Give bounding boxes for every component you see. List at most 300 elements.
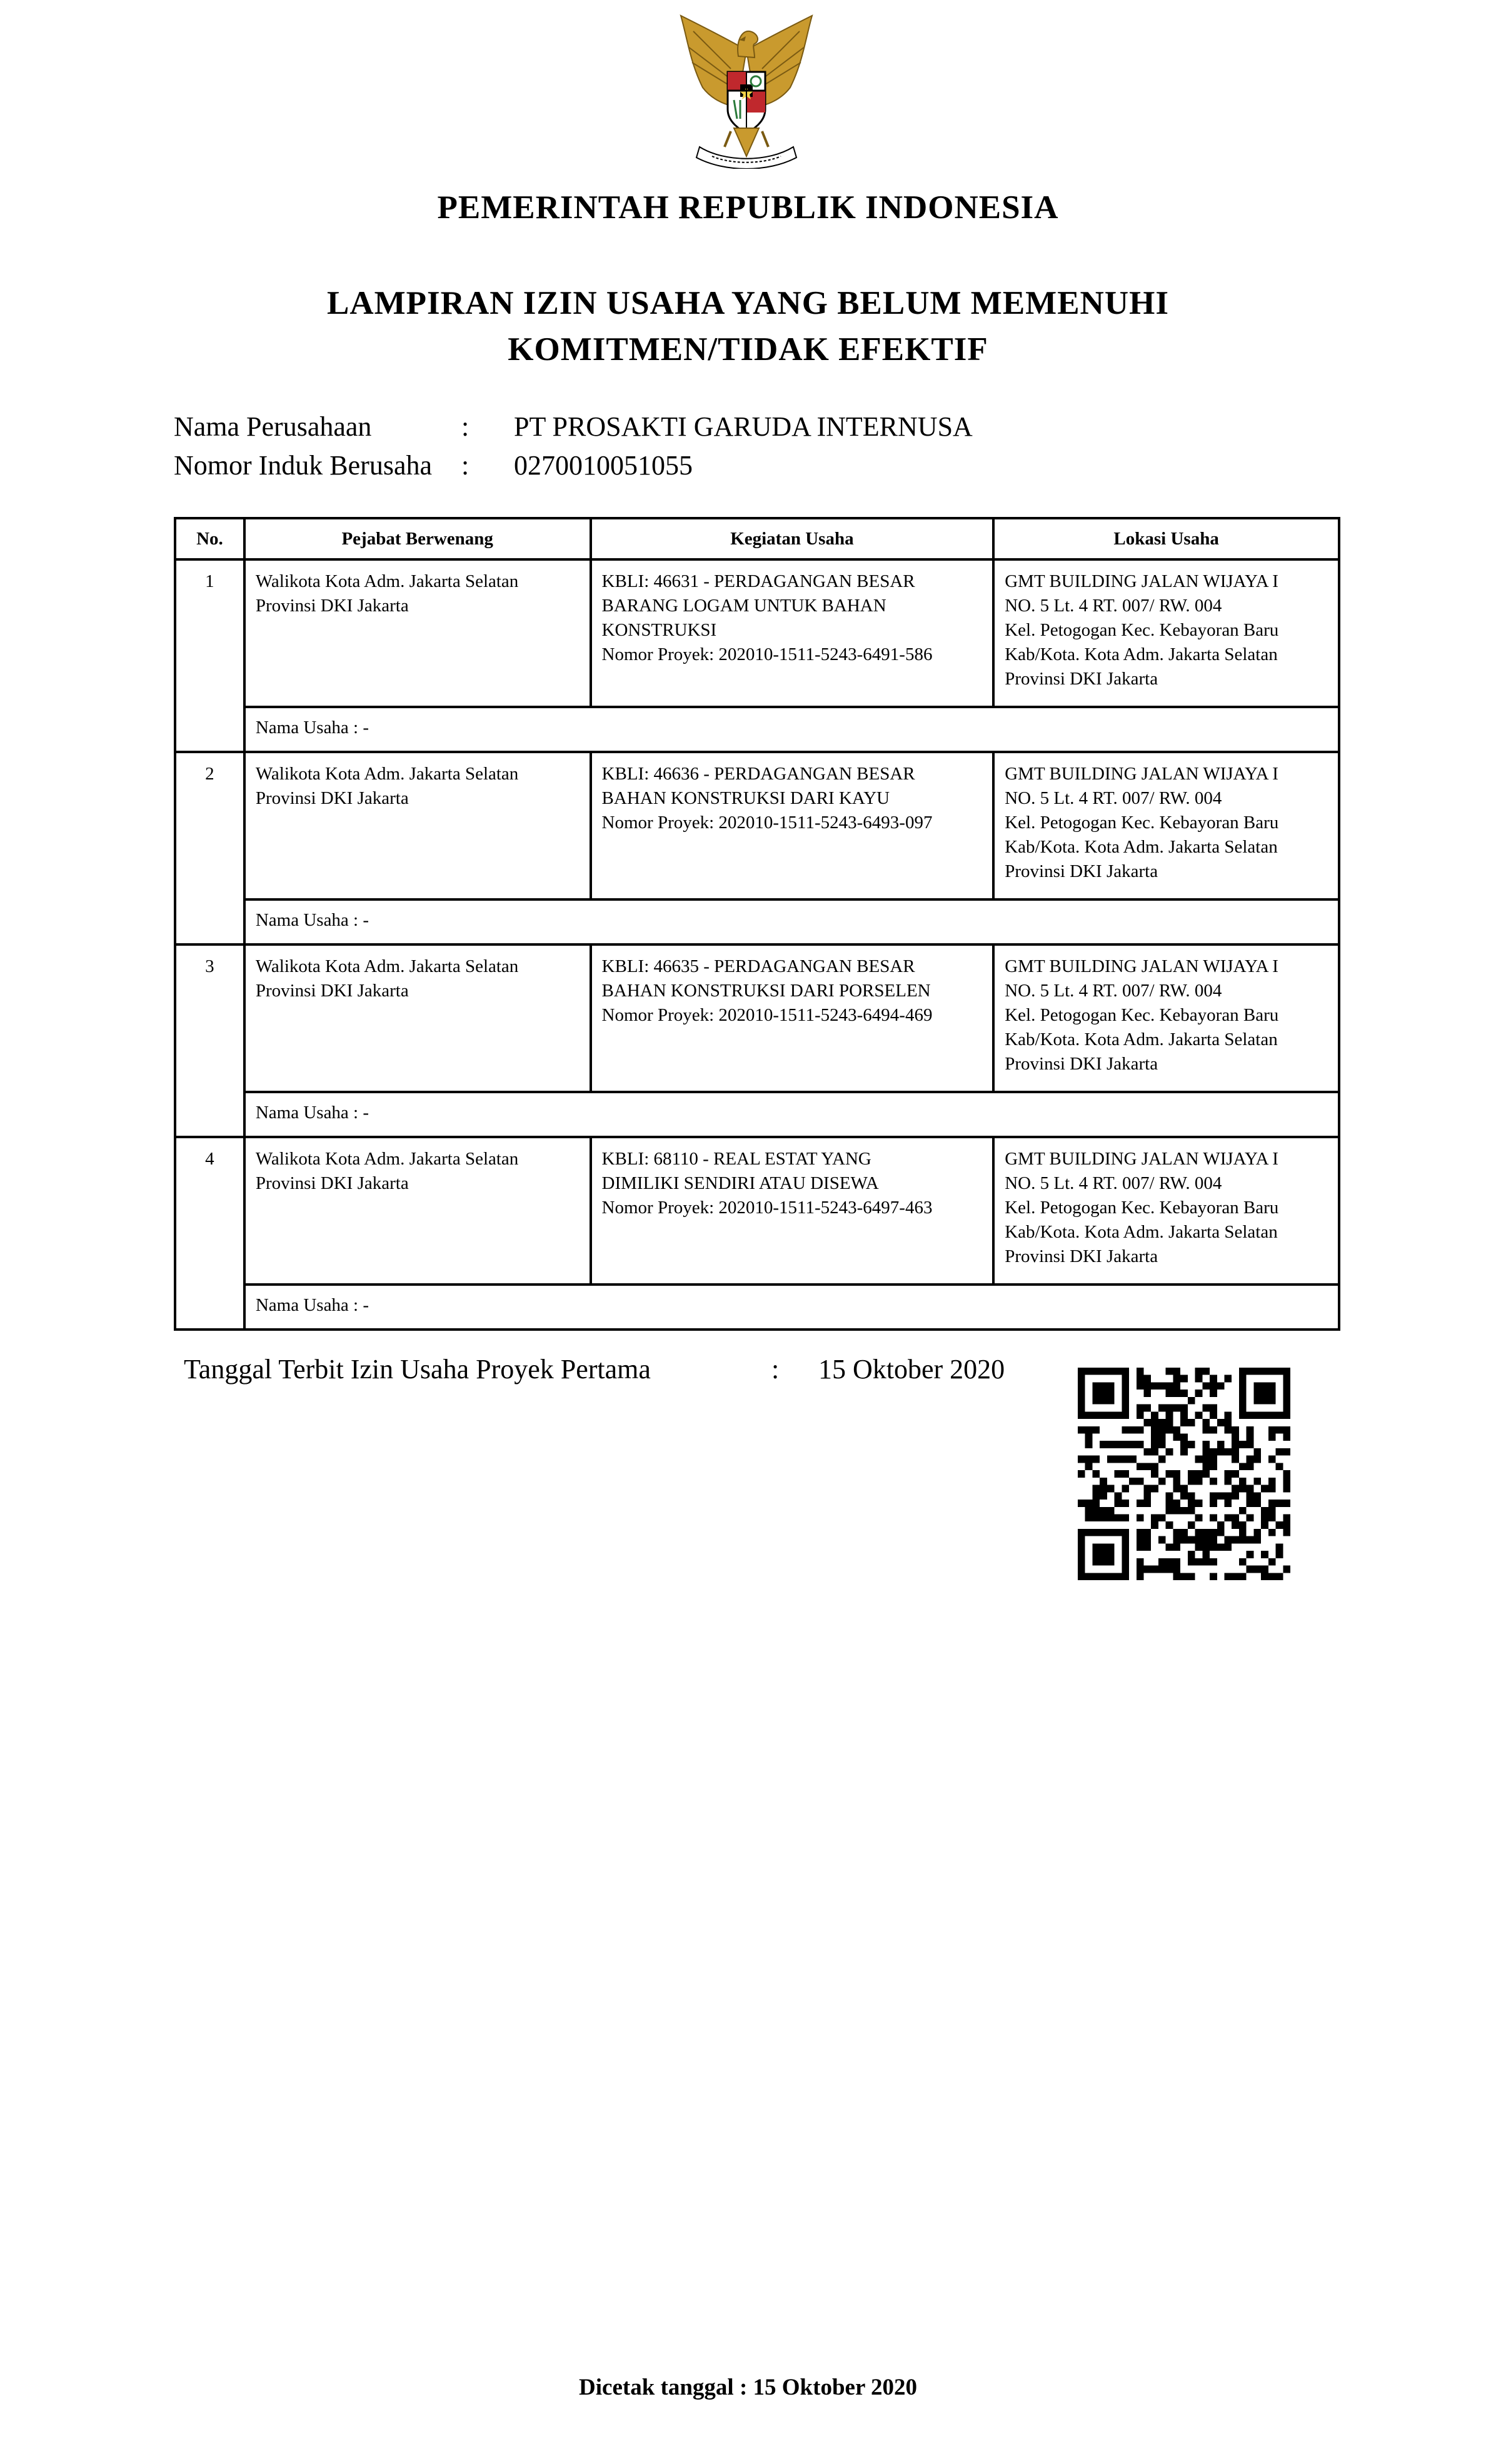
qr-module xyxy=(1100,1397,1107,1405)
qr-module xyxy=(1137,1441,1144,1448)
qr-module xyxy=(1276,1543,1283,1551)
qr-module xyxy=(1166,1419,1173,1426)
issue-date-value: 15 Oktober 2020 xyxy=(818,1354,1005,1385)
qr-module xyxy=(1261,1368,1268,1375)
qr-module xyxy=(1232,1456,1239,1463)
qr-module xyxy=(1092,1485,1100,1493)
pejabat-cell: Walikota Kota Adm. Jakarta Selatan Provinsi DKI Jakarta xyxy=(244,752,591,899)
qr-module xyxy=(1276,1551,1283,1558)
qr-module xyxy=(1158,1405,1166,1412)
nama-usaha-cell: Nama Usaha : - xyxy=(244,1285,1339,1330)
qr-module xyxy=(1210,1382,1217,1390)
qr-module xyxy=(1276,1500,1283,1507)
qr-module xyxy=(1239,1375,1247,1383)
qr-module xyxy=(1137,1405,1144,1412)
qr-module xyxy=(1078,1390,1085,1397)
qr-module xyxy=(1100,1492,1107,1500)
nama-usaha-row xyxy=(175,1092,1339,1137)
qr-module xyxy=(1137,1375,1144,1383)
qr-module xyxy=(1283,1529,1290,1536)
qr-module xyxy=(1144,1463,1152,1470)
qr-module xyxy=(1180,1375,1188,1383)
qr-module xyxy=(1144,1375,1152,1383)
qr-module xyxy=(1173,1368,1180,1375)
pejabat-cell: Walikota Kota Adm. Jakarta Selatan Provinsi DKI Jakarta xyxy=(244,1137,591,1285)
header-kegiatan: Kegiatan Usaha xyxy=(591,518,994,559)
qr-module xyxy=(1283,1514,1290,1521)
qr-module xyxy=(1166,1382,1173,1390)
qr-module xyxy=(1268,1390,1276,1397)
qr-module xyxy=(1202,1463,1210,1470)
qr-module xyxy=(1232,1492,1239,1500)
qr-module xyxy=(1276,1463,1283,1470)
qr-module xyxy=(1144,1492,1152,1500)
qr-module xyxy=(1107,1397,1115,1405)
qr-module xyxy=(1283,1470,1290,1478)
qr-module xyxy=(1100,1441,1107,1448)
qr-module xyxy=(1268,1485,1276,1493)
qr-module xyxy=(1253,1390,1261,1397)
qr-module xyxy=(1195,1514,1203,1521)
qr-module xyxy=(1122,1405,1129,1412)
qr-module xyxy=(1092,1558,1100,1566)
qr-module xyxy=(1144,1500,1152,1507)
qr-module xyxy=(1188,1478,1195,1485)
table-row xyxy=(175,559,1339,707)
qr-module xyxy=(1166,1448,1173,1456)
qr-module xyxy=(1129,1478,1137,1485)
qr-module xyxy=(1210,1573,1217,1580)
qr-module xyxy=(1078,1500,1085,1507)
qr-module xyxy=(1283,1426,1290,1434)
qr-module xyxy=(1224,1500,1232,1507)
qr-module xyxy=(1247,1368,1254,1375)
qr-module xyxy=(1137,1558,1144,1566)
qr-module xyxy=(1239,1536,1247,1544)
qr-module xyxy=(1078,1536,1085,1544)
qr-module xyxy=(1276,1521,1283,1529)
qr-module xyxy=(1107,1543,1115,1551)
qr-module xyxy=(1253,1478,1261,1485)
qr-module xyxy=(1166,1405,1173,1412)
qr-module xyxy=(1151,1566,1158,1573)
qr-module xyxy=(1129,1441,1137,1448)
qr-module xyxy=(1202,1368,1210,1375)
qr-module xyxy=(1276,1573,1283,1580)
qr-module xyxy=(1180,1419,1188,1426)
qr-module xyxy=(1224,1411,1232,1419)
qr-module xyxy=(1261,1382,1268,1390)
qr-module xyxy=(1247,1492,1254,1500)
qr-module xyxy=(1151,1426,1158,1434)
qr-module xyxy=(1173,1375,1180,1383)
qr-module xyxy=(1202,1551,1210,1558)
qr-module xyxy=(1210,1456,1217,1463)
qr-module xyxy=(1158,1514,1166,1521)
qr-module xyxy=(1202,1558,1210,1566)
qr-module xyxy=(1115,1411,1122,1419)
qr-module xyxy=(1158,1456,1166,1463)
qr-module xyxy=(1195,1543,1203,1551)
qr-module xyxy=(1239,1507,1247,1515)
qr-module xyxy=(1253,1492,1261,1500)
qr-module xyxy=(1158,1382,1166,1390)
qr-module xyxy=(1202,1448,1210,1456)
qr-module xyxy=(1253,1566,1261,1573)
qr-module xyxy=(1129,1456,1137,1463)
qr-module xyxy=(1268,1426,1276,1434)
qr-module xyxy=(1144,1419,1152,1426)
qr-module xyxy=(1247,1536,1254,1544)
qr-module xyxy=(1232,1521,1239,1529)
qr-module xyxy=(1253,1500,1261,1507)
qr-module xyxy=(1137,1463,1144,1470)
qr-module xyxy=(1122,1573,1129,1580)
qr-module xyxy=(1217,1419,1225,1426)
document-title-line-2: KOMITMEN/TIDAK EFEKTIF xyxy=(508,331,988,368)
qr-module xyxy=(1100,1382,1107,1390)
qr-module xyxy=(1283,1478,1290,1485)
qr-module xyxy=(1239,1573,1247,1580)
qr-module xyxy=(1078,1566,1085,1573)
qr-module xyxy=(1078,1397,1085,1405)
qr-module xyxy=(1283,1405,1290,1412)
qr-module xyxy=(1188,1521,1195,1529)
qr-module xyxy=(1158,1558,1166,1566)
qr-module xyxy=(1173,1434,1180,1441)
qr-module xyxy=(1122,1566,1129,1573)
qr-module xyxy=(1137,1536,1144,1544)
qr-module xyxy=(1224,1573,1232,1580)
qr-module xyxy=(1195,1390,1203,1397)
qr-module xyxy=(1166,1543,1173,1551)
qr-module xyxy=(1283,1368,1290,1375)
qr-module xyxy=(1137,1500,1144,1507)
qr-module xyxy=(1210,1426,1217,1434)
qr-module xyxy=(1261,1411,1268,1419)
qr-module xyxy=(1107,1441,1115,1448)
qr-module xyxy=(1107,1485,1115,1493)
qr-module xyxy=(1283,1448,1290,1456)
qr-module xyxy=(1158,1536,1166,1544)
qr-module xyxy=(1283,1485,1290,1493)
qr-module xyxy=(1210,1529,1217,1536)
qr-module xyxy=(1115,1514,1122,1521)
qr-module xyxy=(1239,1368,1247,1375)
qr-module xyxy=(1253,1536,1261,1544)
qr-module xyxy=(1239,1382,1247,1390)
qr-module xyxy=(1268,1500,1276,1507)
qr-module xyxy=(1232,1448,1239,1456)
qr-module xyxy=(1151,1485,1158,1493)
qr-module xyxy=(1122,1536,1129,1544)
qr-module xyxy=(1268,1514,1276,1521)
qr-module xyxy=(1107,1514,1115,1521)
qr-module xyxy=(1188,1500,1195,1507)
qr-module xyxy=(1173,1543,1180,1551)
qr-module xyxy=(1085,1500,1093,1507)
company-info xyxy=(174,408,973,485)
qr-module xyxy=(1092,1500,1100,1507)
qr-module xyxy=(1253,1529,1261,1536)
qr-module xyxy=(1100,1551,1107,1558)
qr-module xyxy=(1166,1411,1173,1419)
qr-module xyxy=(1261,1390,1268,1397)
qr-module xyxy=(1078,1411,1085,1419)
qr-module xyxy=(1144,1543,1152,1551)
qr-module xyxy=(1224,1375,1232,1383)
qr-module xyxy=(1100,1543,1107,1551)
qr-module xyxy=(1078,1382,1085,1390)
qr-module xyxy=(1173,1558,1180,1566)
qr-module xyxy=(1232,1573,1239,1580)
qr-module xyxy=(1100,1529,1107,1536)
qr-module xyxy=(1268,1529,1276,1536)
qr-module xyxy=(1224,1426,1232,1434)
qr-module xyxy=(1151,1448,1158,1456)
qr-module xyxy=(1166,1492,1173,1500)
kegiatan-cell: KBLI: 46635 - PERDAGANGAN BESAR BAHAN KONSTRUKSI DARI PORSELEN Nomor Proyek: 202010-1511-5243-6494-469 xyxy=(591,944,994,1092)
qr-module xyxy=(1239,1558,1247,1566)
qr-module xyxy=(1107,1558,1115,1566)
qr-module xyxy=(1122,1368,1129,1375)
qr-module xyxy=(1180,1411,1188,1419)
qr-module xyxy=(1166,1566,1173,1573)
qr-module xyxy=(1166,1521,1173,1529)
qr-module xyxy=(1224,1448,1232,1456)
qr-module xyxy=(1180,1573,1188,1580)
qr-module xyxy=(1283,1521,1290,1529)
qr-module xyxy=(1210,1514,1217,1521)
qr-module xyxy=(1188,1573,1195,1580)
qr-module xyxy=(1247,1411,1254,1419)
qr-module xyxy=(1092,1411,1100,1419)
qr-module xyxy=(1078,1551,1085,1558)
nama-usaha-row xyxy=(175,1285,1339,1330)
qr-module xyxy=(1144,1448,1152,1456)
header-pejabat: Pejabat Berwenang xyxy=(244,518,591,559)
qr-module xyxy=(1092,1573,1100,1580)
nib-row xyxy=(174,446,973,485)
qr-module xyxy=(1144,1390,1152,1397)
qr-module xyxy=(1202,1456,1210,1463)
qr-code-icon xyxy=(1078,1368,1290,1580)
qr-module xyxy=(1239,1485,1247,1493)
qr-module xyxy=(1247,1514,1254,1521)
qr-module xyxy=(1092,1551,1100,1558)
qr-module xyxy=(1268,1456,1276,1463)
qr-module xyxy=(1115,1441,1122,1448)
qr-module xyxy=(1232,1536,1239,1544)
qr-module xyxy=(1085,1507,1093,1515)
qr-module xyxy=(1144,1566,1152,1573)
qr-module xyxy=(1239,1529,1247,1536)
qr-module xyxy=(1239,1463,1247,1470)
qr-module xyxy=(1078,1426,1085,1434)
qr-module xyxy=(1107,1390,1115,1397)
qr-module xyxy=(1232,1426,1239,1434)
issue-date-colon: : xyxy=(771,1354,780,1385)
qr-module xyxy=(1078,1405,1085,1412)
qr-module xyxy=(1188,1551,1195,1558)
qr-module xyxy=(1202,1426,1210,1434)
qr-module xyxy=(1180,1448,1188,1456)
qr-module xyxy=(1232,1514,1239,1521)
qr-module xyxy=(1092,1529,1100,1536)
qr-module xyxy=(1166,1507,1173,1515)
qr-module xyxy=(1085,1411,1093,1419)
qr-module xyxy=(1268,1382,1276,1390)
qr-module xyxy=(1166,1558,1173,1566)
qr-module xyxy=(1253,1382,1261,1390)
qr-module xyxy=(1188,1492,1195,1500)
nib-colon: : xyxy=(461,450,469,481)
qr-module xyxy=(1232,1470,1239,1478)
qr-module xyxy=(1210,1375,1217,1383)
qr-module xyxy=(1151,1521,1158,1529)
qr-module xyxy=(1202,1470,1210,1478)
qr-module xyxy=(1210,1500,1217,1507)
qr-module xyxy=(1144,1529,1152,1536)
qr-module xyxy=(1151,1382,1158,1390)
qr-module xyxy=(1122,1543,1129,1551)
nib-label: Nomor Induk Berusaha xyxy=(174,450,433,481)
qr-module xyxy=(1122,1382,1129,1390)
qr-module xyxy=(1100,1411,1107,1419)
qr-module xyxy=(1195,1456,1203,1463)
qr-module xyxy=(1247,1463,1254,1470)
qr-module xyxy=(1195,1529,1203,1536)
qr-module xyxy=(1188,1397,1195,1405)
qr-module xyxy=(1085,1426,1093,1434)
qr-module xyxy=(1092,1514,1100,1521)
qr-module xyxy=(1202,1419,1210,1426)
table-row xyxy=(175,944,1339,1092)
company-name-label: Nama Perusahaan xyxy=(174,411,372,442)
qr-module xyxy=(1239,1478,1247,1485)
qr-module xyxy=(1239,1397,1247,1405)
qr-module xyxy=(1151,1463,1158,1470)
qr-module xyxy=(1210,1492,1217,1500)
qr-module xyxy=(1247,1551,1254,1558)
qr-module xyxy=(1180,1390,1188,1397)
qr-module xyxy=(1173,1390,1180,1397)
qr-module xyxy=(1122,1485,1129,1493)
qr-module xyxy=(1239,1521,1247,1529)
qr-module xyxy=(1122,1551,1129,1558)
qr-module xyxy=(1115,1500,1122,1507)
qr-module xyxy=(1210,1411,1217,1419)
qr-module xyxy=(1092,1492,1100,1500)
company-name-value: PT PROSAKTI GARUDA INTERNUSA xyxy=(514,411,973,442)
qr-module xyxy=(1173,1426,1180,1434)
nama-usaha-cell: Nama Usaha : - xyxy=(244,899,1339,944)
qr-module xyxy=(1253,1448,1261,1456)
table-header-row xyxy=(175,518,1339,559)
qr-module xyxy=(1188,1558,1195,1566)
nama-usaha-cell: Nama Usaha : - xyxy=(244,707,1339,752)
qr-module xyxy=(1210,1405,1217,1412)
qr-module xyxy=(1151,1514,1158,1521)
qr-module xyxy=(1253,1368,1261,1375)
nama-usaha-row xyxy=(175,707,1339,752)
qr-module xyxy=(1107,1368,1115,1375)
company-name-colon: : xyxy=(461,411,469,442)
lokasi-cell: GMT BUILDING JALAN WIJAYA I NO. 5 Lt. 4 RT. 007/ RW. 004 Kel. Petogogan Kec. Kebayoran Baru Kab/Kota. Kota Adm. Jakarta Selatan Provinsi DKI Jakarta xyxy=(993,752,1339,899)
qr-module xyxy=(1144,1536,1152,1544)
qr-module xyxy=(1195,1411,1203,1419)
qr-module xyxy=(1210,1536,1217,1544)
header-no: No. xyxy=(175,518,244,559)
qr-module xyxy=(1247,1426,1254,1434)
qr-module xyxy=(1247,1456,1254,1463)
qr-module xyxy=(1137,1573,1144,1580)
qr-module xyxy=(1092,1368,1100,1375)
qr-module xyxy=(1232,1441,1239,1448)
qr-module xyxy=(1129,1426,1137,1434)
qr-module xyxy=(1122,1470,1129,1478)
qr-module xyxy=(1247,1441,1254,1448)
qr-module xyxy=(1078,1573,1085,1580)
header-lokasi: Lokasi Usaha xyxy=(993,518,1339,559)
qr-module xyxy=(1268,1397,1276,1405)
qr-module xyxy=(1195,1478,1203,1485)
row-number: 1 xyxy=(175,559,244,752)
qr-module xyxy=(1202,1382,1210,1390)
pejabat-cell: Walikota Kota Adm. Jakarta Selatan Provinsi DKI Jakarta xyxy=(244,559,591,707)
qr-module xyxy=(1224,1419,1232,1426)
qr-module xyxy=(1122,1500,1129,1507)
qr-module xyxy=(1144,1382,1152,1390)
qr-module xyxy=(1107,1456,1115,1463)
qr-module xyxy=(1078,1375,1085,1383)
qr-module xyxy=(1195,1500,1203,1507)
qr-module xyxy=(1261,1551,1268,1558)
qr-module xyxy=(1283,1397,1290,1405)
qr-module xyxy=(1107,1551,1115,1558)
qr-module xyxy=(1100,1514,1107,1521)
qr-module xyxy=(1224,1536,1232,1544)
qr-module xyxy=(1137,1382,1144,1390)
qr-module xyxy=(1122,1529,1129,1536)
printed-date: Dicetak tanggal : 15 Oktober 2020 xyxy=(579,2375,917,2400)
qr-module xyxy=(1151,1411,1158,1419)
qr-module xyxy=(1092,1456,1100,1463)
qr-module xyxy=(1115,1456,1122,1463)
lokasi-cell: GMT BUILDING JALAN WIJAYA I NO. 5 Lt. 4 RT. 007/ RW. 004 Kel. Petogogan Kec. Kebayoran Baru Kab/Kota. Kota Adm. Jakarta Selatan Provinsi DKI Jakarta xyxy=(993,1137,1339,1285)
qr-module xyxy=(1180,1434,1188,1441)
qr-module xyxy=(1217,1521,1225,1529)
qr-module xyxy=(1100,1558,1107,1566)
qr-module xyxy=(1151,1470,1158,1478)
qr-module xyxy=(1210,1448,1217,1456)
qr-module xyxy=(1268,1573,1276,1580)
garuda-pancasila-emblem-icon xyxy=(675,13,818,169)
qr-module xyxy=(1283,1411,1290,1419)
qr-module xyxy=(1115,1573,1122,1580)
qr-module xyxy=(1276,1448,1283,1456)
qr-module xyxy=(1166,1426,1173,1434)
qr-module xyxy=(1158,1441,1166,1448)
company-name-row xyxy=(174,408,973,446)
qr-module xyxy=(1217,1382,1225,1390)
row-number: 4 xyxy=(175,1137,244,1330)
qr-module xyxy=(1195,1470,1203,1478)
qr-module xyxy=(1188,1441,1195,1448)
qr-module xyxy=(1188,1419,1195,1426)
qr-module xyxy=(1092,1426,1100,1434)
qr-module xyxy=(1195,1536,1203,1544)
